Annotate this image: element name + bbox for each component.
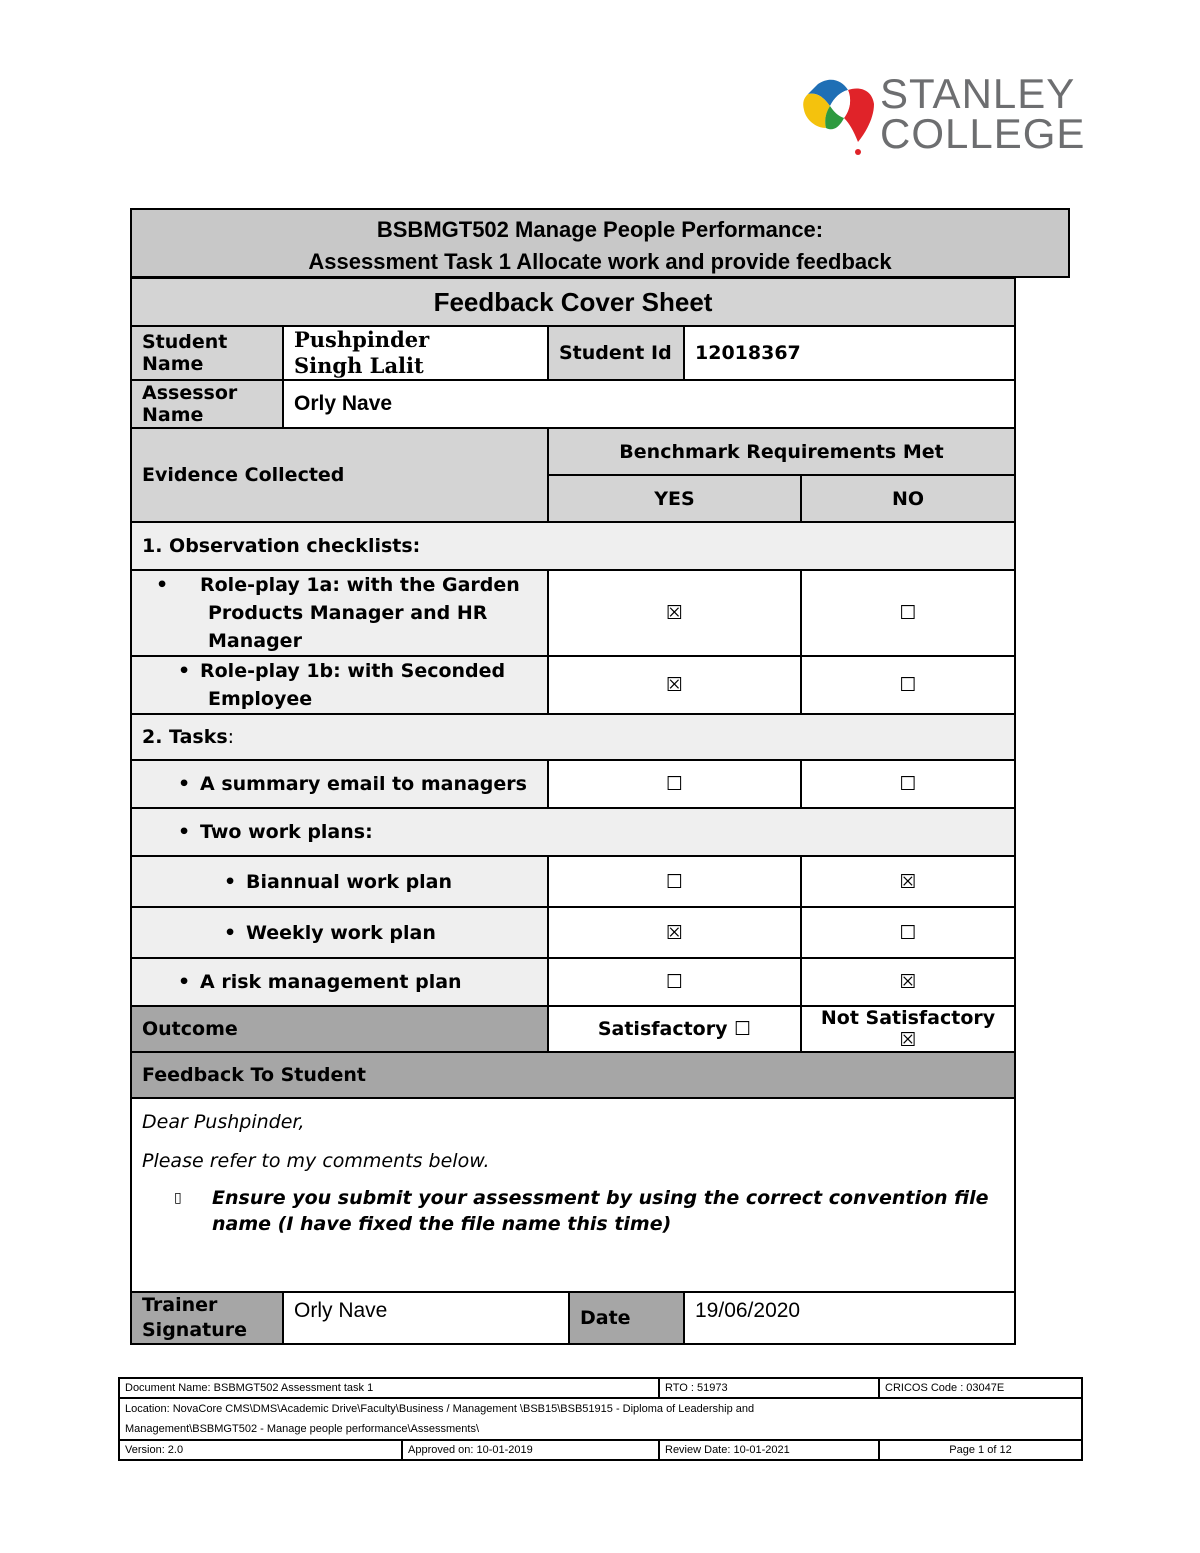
footer-location-line2: Management\BSBMGT502 - Manage people performance\Assessments\ (125, 1423, 480, 1435)
task-email-label (131, 760, 548, 808)
footer-cricos: CRICOS Code : 03047E (879, 1378, 1082, 1398)
task-weekly-text: Weekly work plan (246, 921, 436, 944)
roleplay-1b-line2: Employee (208, 688, 313, 710)
outcome-label: Outcome (131, 1006, 548, 1052)
section-tasks-colon: : (227, 726, 235, 748)
bullet-icon: • (178, 821, 191, 843)
roleplay-1b-yes-checkbox[interactable]: ☒ (548, 656, 801, 714)
task-email-no-checkbox[interactable]: ☐ (801, 760, 1015, 808)
task-email-text: A summary email to managers (200, 773, 527, 795)
task-biannual-text: Biannual work plan (246, 870, 453, 893)
task-risk-yes-checkbox[interactable]: ☐ (548, 958, 801, 1006)
task-biannual-label (131, 856, 548, 907)
task-weekly-no-checkbox[interactable]: ☐ (801, 907, 1015, 958)
date-value: 19/06/2020 (684, 1292, 1015, 1344)
task-workplans-text: Two work plans: (200, 821, 373, 843)
footer-location-line1: Location: NovaCore CMS\DMS\Academic Drive\Faculty\Business / Management \BSB15\BSB51915 - Diploma of Leadership and (125, 1403, 755, 1415)
date-label: Date (569, 1292, 684, 1344)
task-biannual-yes-checkbox[interactable]: ☐ (548, 856, 801, 907)
logo-mark-icon (800, 76, 878, 156)
unit-title: BSBMGT502 Manage People Performance: (376, 217, 824, 242)
section-tasks (131, 714, 1015, 760)
footer-document-name: Document Name: BSBMGT502 Assessment task 1 (119, 1378, 659, 1398)
task-risk-text: A risk management plan (200, 971, 462, 993)
roleplay-1a-line2: Products Manager and HR (208, 602, 488, 624)
assessment-header (130, 208, 1070, 278)
task-weekly-yes-checkbox[interactable]: ☒ (548, 907, 801, 958)
feedback-comment-line1: Ensure you submit your assessment by using the correct convention file (212, 1187, 989, 1209)
college-logo (800, 70, 1086, 158)
comment-bullet-icon: ▯ (174, 1190, 182, 1206)
footer-review-date: Review Date: 10-01-2021 (659, 1440, 879, 1460)
roleplay-1b-label (131, 656, 548, 714)
trainer-signature-label (131, 1292, 283, 1344)
bullet-icon: • (178, 660, 191, 682)
logo-word-stanley: STANLEY (880, 70, 1076, 117)
student-name-label: Student Name (131, 326, 283, 380)
bullet-icon: • (156, 574, 169, 596)
bullet-icon: • (224, 870, 237, 893)
roleplay-1a-line1: Role-play 1a: with the Garden (200, 574, 520, 596)
task-risk-no-checkbox[interactable]: ☒ (801, 958, 1015, 1006)
footer-approved: Approved on: 10-01-2019 (402, 1440, 659, 1460)
bullet-icon: • (224, 921, 237, 944)
student-name-line2: Singh Lalit (294, 353, 424, 378)
logo-word-college: COLLEGE (880, 110, 1086, 157)
roleplay-1a-line3: Manager (208, 630, 302, 652)
task-risk-label (131, 958, 548, 1006)
student-name-line1: Pushpinder (294, 327, 430, 352)
feedback-comment-line2: name (I have fixed the file name this time) (212, 1213, 672, 1235)
trainer-signature-value: Orly Nave (283, 1292, 569, 1344)
yes-header: YES (548, 475, 801, 522)
sheet-title: Feedback Cover Sheet (131, 278, 1015, 326)
footer-rto: RTO : 51973 (659, 1378, 879, 1398)
feedback-label: Feedback To Student (131, 1052, 1015, 1098)
footer-page-number: Page 1 of 12 (879, 1440, 1082, 1460)
document-footer (118, 1377, 1083, 1461)
feedback-table (130, 277, 1016, 1345)
bullet-icon: • (178, 971, 191, 993)
bullet-icon: • (178, 773, 191, 795)
roleplay-1b-no-checkbox[interactable]: ☐ (801, 656, 1015, 714)
trainer-signature-line2: Signature (142, 1319, 248, 1341)
roleplay-1b-line1: Role-play 1b: with Seconded (200, 660, 506, 682)
evidence-collected-label: Evidence Collected (131, 428, 548, 522)
roleplay-1a-yes-checkbox[interactable]: ☒ (548, 570, 801, 656)
feedback-intro: Please refer to my comments below. (142, 1150, 490, 1172)
task-workplans-label (131, 808, 1015, 856)
feedback-greeting: Dear Pushpinder, (142, 1111, 305, 1133)
feedback-body (131, 1098, 1015, 1292)
feedback-comment (142, 1185, 1004, 1237)
roleplay-1a-no-checkbox[interactable]: ☐ (801, 570, 1015, 656)
roleplay-1a-label (131, 570, 548, 656)
student-name-value (283, 326, 548, 380)
outcome-satisfactory[interactable]: Satisfactory ☐ (548, 1006, 801, 1052)
no-header: NO (801, 475, 1015, 522)
trainer-signature-line1: Trainer (142, 1294, 218, 1316)
footer-location (119, 1398, 1082, 1440)
section-tasks-label: 2. Tasks (142, 726, 228, 748)
outcome-not-satisfactory[interactable]: Not Satisfactory ☒ (801, 1006, 1015, 1052)
benchmark-header: Benchmark Requirements Met (548, 428, 1015, 475)
task-email-yes-checkbox[interactable]: ☐ (548, 760, 801, 808)
assessor-name-label: Assessor Name (131, 380, 283, 428)
student-id-value: 12018367 (684, 326, 1015, 380)
footer-version: Version: 2.0 (119, 1440, 402, 1460)
task-weekly-label (131, 907, 548, 958)
assessor-name-value: Orly Nave (283, 380, 1015, 428)
student-id-label: Student Id (548, 326, 684, 380)
section-observation-checklists: 1. Observation checklists: (131, 522, 1015, 570)
task-title: Assessment Task 1 Allocate work and provide feedback (308, 249, 892, 274)
task-biannual-no-checkbox[interactable]: ☒ (801, 856, 1015, 907)
